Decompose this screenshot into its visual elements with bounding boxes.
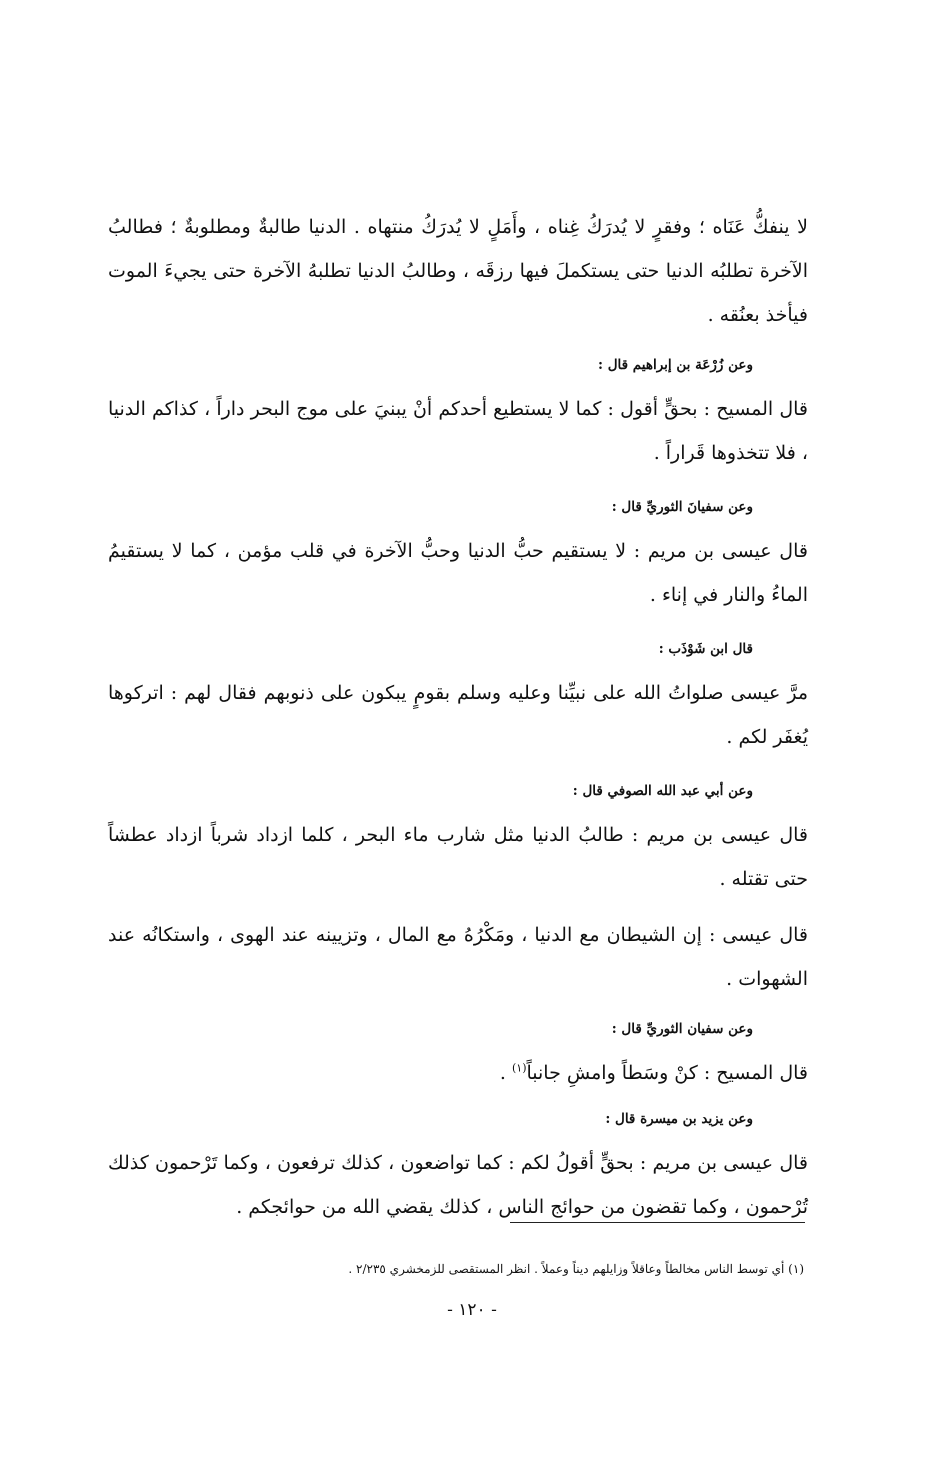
page-number: - ١٢٠ -	[447, 1300, 497, 1320]
standalone-paragraph: قال عيسى : إن الشيطان مع الدنيا ، ومَكْرُهُ مع المال ، وتزيينه عند الهوى ، واستكانُه عند الشهوات .	[108, 924, 808, 990]
section-text: مرَّ عيسى صلواتُ الله على نبيِّنا وعليه وسلم بقومٍ يبكون على ذنوبهم فقال لهم : اتركوها يُغفَر لكم .	[108, 682, 808, 748]
section-yazid	[108, 1109, 808, 1229]
section-sufyan	[108, 497, 808, 617]
section-text	[108, 1051, 808, 1095]
section-heading: قال ابن شَوْذَب :	[658, 641, 753, 657]
section-text: قال المسيح : بحقٍّ أقول : كما لا يستطيع أحدكم أنْ يبنيَ على موج البحر داراً ، كذاكم الدنيا ، فلا تتخذوها قَراراً .	[108, 398, 808, 464]
section-heading: وعن أبي عبد الله الصوفي قال :	[572, 783, 753, 799]
section-zurah	[108, 355, 808, 475]
section-heading: وعن سفيان الثوريِّ قال :	[611, 1021, 753, 1037]
section-sufi	[108, 781, 808, 901]
section-text-end: .	[499, 1062, 512, 1084]
section-text: قال عيسى بن مريم : لا يستقيم حبُّ الدنيا وحبُّ الآخرة في قلب مؤمن ، كما لا يستقيمُ الماءُ والنار في إناء .	[108, 540, 808, 606]
section-text: قال عيسى بن مريم : بحقٍّ أقولُ لكم : كما تواضعون ، كذلك ترفعون ، وكما تَرْحمون كذلك تُرْحمون ، وكما تقضون من حوائج الناس ، كذلك يقضي الله من حوائجكم .	[108, 1152, 808, 1218]
section-text: قال عيسى بن مريم : طالبُ الدنيا مثل شارب ماء البحر ، كلما ازداد شرباً ازداد عطشاً حتى تقتله .	[108, 824, 808, 890]
footnote-divider	[510, 1222, 805, 1223]
section-ibn-shawdhab	[108, 639, 808, 759]
section-thawri-2	[108, 1019, 808, 1095]
footnote: (١) أي توسط الناس مخالطاً وعاقلاً وزايلهم ديناً وعملاً . انظر المستقصى للزمخشري ٢/٢٣٥ .	[348, 1262, 804, 1276]
section-heading: وعن سفيانَ الثوريِّ قال :	[611, 499, 753, 515]
section-heading: وعن يزيد بن ميسرة قال :	[605, 1111, 753, 1127]
page-body	[108, 205, 808, 1251]
intro-paragraph: لا ينفكُّ عَنَاه ؛ وفقرٍ لا يُدرَكُ غِناه ، وأَمَلٍ لا يُدرَكُ منتهاه . الدنيا طالبةٌ ومطلوبةٌ ؛ فطالبُ الآخرة تطلبُه الدنيا حتى يستكملَ فيها رزقَه ، وطالبُ الدنيا تطلبهُ الآخرة حتى يجيءَ الموت فيأخذ بعنُقه .	[108, 216, 808, 326]
footnote-mark: (١)	[511, 1061, 527, 1075]
section-text-main: قال المسيح : كنْ وسَطاً وامشِ جانباً	[526, 1062, 808, 1084]
section-heading: وعن زُرْعَة بن إبراهيم قال :	[598, 357, 753, 373]
